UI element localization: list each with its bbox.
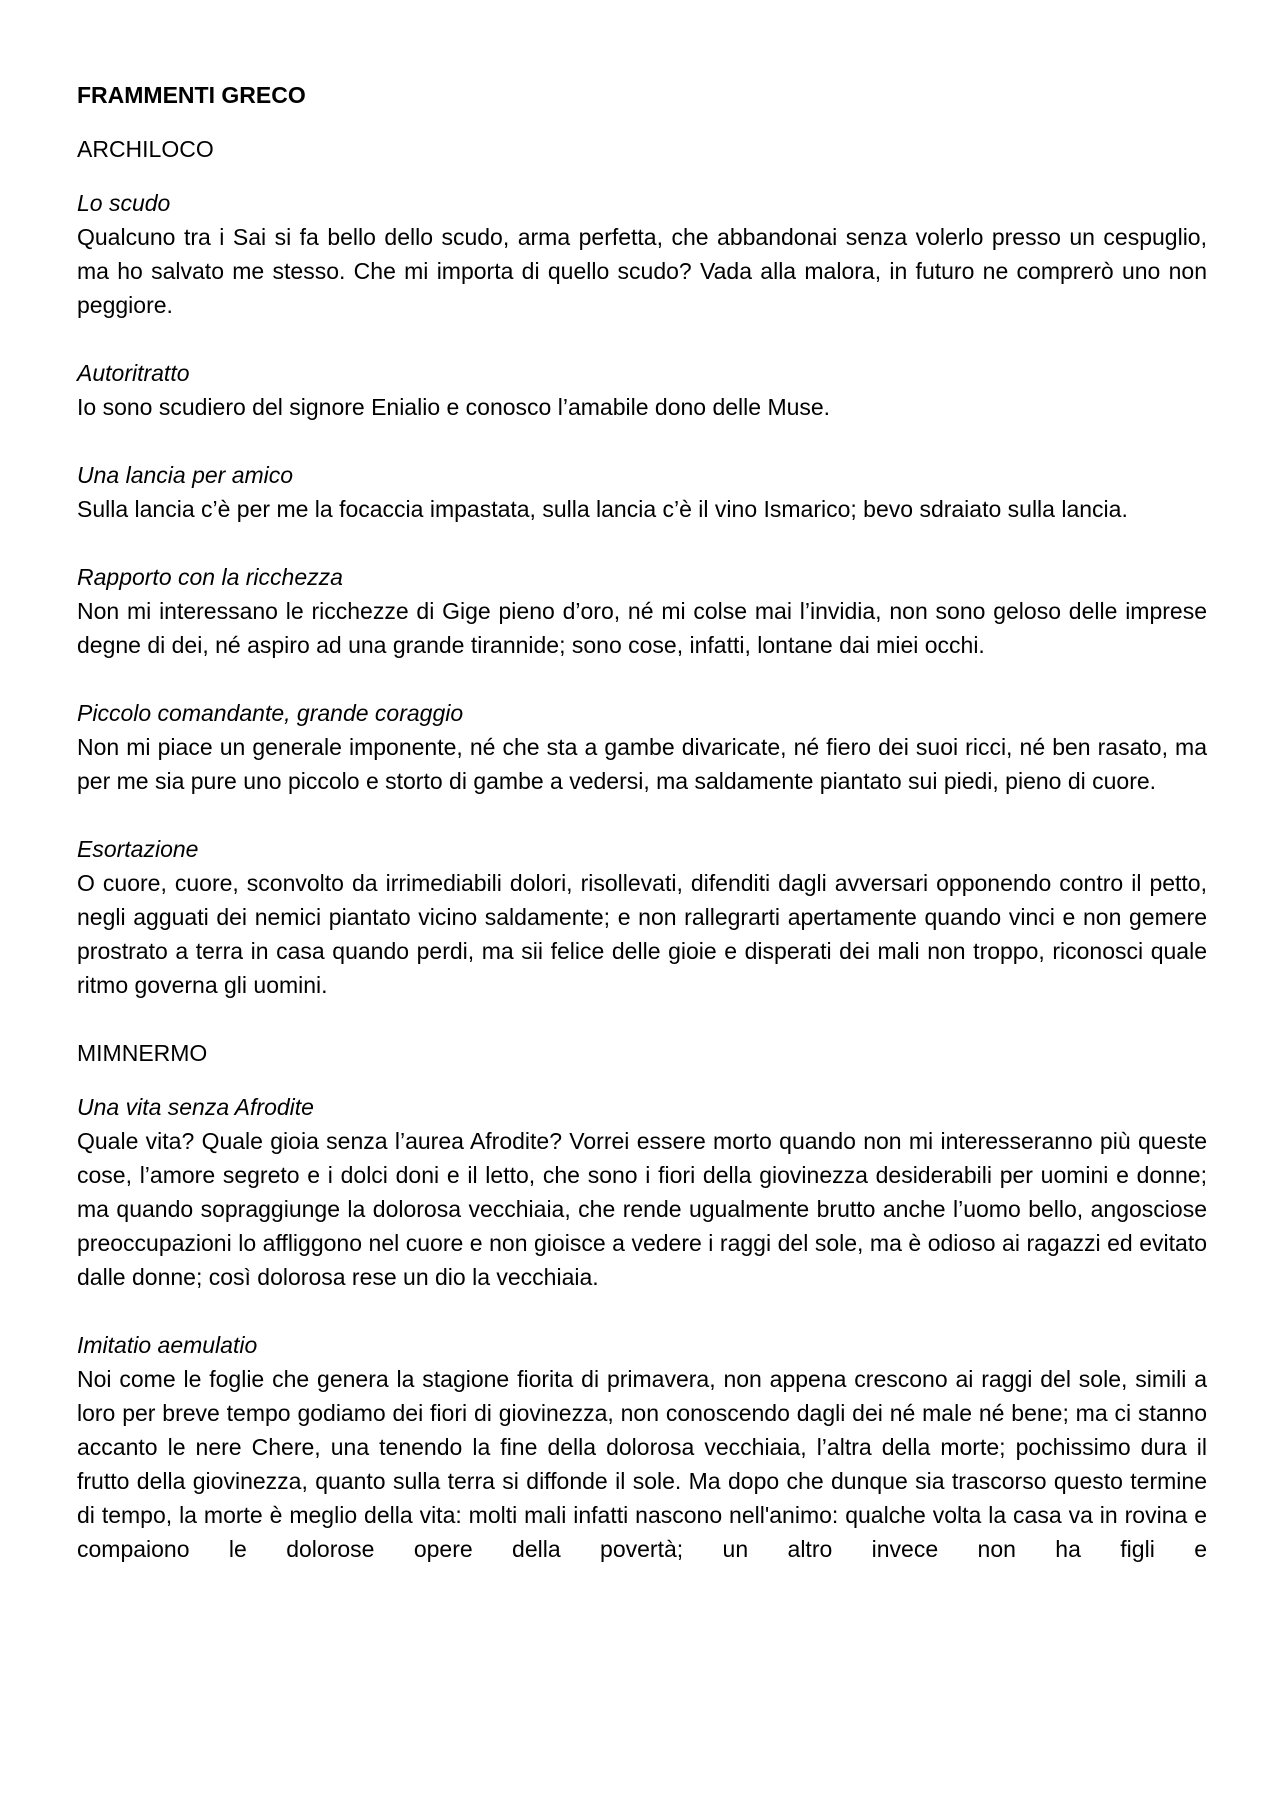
- fragment-lo-scudo: [77, 186, 1207, 322]
- fragment-title: Autoritratto: [77, 360, 190, 386]
- fragment-title: Rapporto con la ricchezza: [77, 564, 343, 590]
- fragment-una-lancia-per-amico: [77, 458, 1207, 526]
- fragment-title: Una lancia per amico: [77, 462, 294, 488]
- fragment-text: Non mi piace un generale imponente, né che sta a gambe divaricate, né fiero dei suoi ricci, né ben rasato, ma per me sia pure uno piccolo e storto di gambe a vedersi, ma saldamente piantato sui piedi, pieno di cuore.: [77, 734, 1207, 794]
- fragment-text: O cuore, cuore, sconvolto da irrimediabili dolori, risollevati, difenditi dagli avversari opponendo contro il petto, negli agguati dei nemici piantato vicino saldamente; e non rallegrarti apertamente quando vinci e non gemere prostrato a terra in casa quando perdi, ma sii felice delle gioie e disperati dei mali non troppo, riconosci quale ritmo governa gli uomini.: [77, 870, 1207, 998]
- fragment-title: Esortazione: [77, 836, 199, 862]
- fragment-imitatio-aemulatio: [77, 1328, 1207, 1566]
- fragment-autoritratto: [77, 356, 1207, 424]
- fragment-title: Lo scudo: [77, 190, 171, 216]
- fragment-title: Una vita senza Afrodite: [77, 1094, 314, 1120]
- fragment-title: Imitatio aemulatio: [77, 1332, 258, 1358]
- fragment-text: Quale vita? Quale gioia senza l’aurea Afrodite? Vorrei essere morto quando non mi interesseranno più queste cose, l’amore segreto e i dolci doni e il letto, che sono i fiori della giovinezza desiderabili per uomini e donne; ma quando sopraggiunge la dolorosa vecchiaia, che rende ugualmente brutto anche l’uomo bello, angosciose preoccupazioni lo affliggono nel cuore e non gioisce a vedere i raggi del sole, ma è odioso ai ragazzi ed evitato dalle donne; così dolorosa rese un dio la vecchiaia.: [77, 1128, 1207, 1290]
- fragment-text: Sulla lancia c’è per me la focaccia impastata, sulla lancia c’è il vino Ismarico; bevo sdraiato sulla lancia.: [77, 496, 1128, 522]
- author-heading-archiloco: ARCHILOCO: [77, 136, 214, 162]
- fragment-text: Io sono scudiero del signore Enialio e conosco l’amabile dono delle Muse.: [77, 394, 831, 420]
- fragment-text: Noi come le foglie che genera la stagione fiorita di primavera, non appena crescono ai raggi del sole, simili a loro per breve tempo godiamo dei fiori di giovinezza, non conoscendo dagli dei né male né bene; ma ci stanno accanto le nere Chere, una tenendo la fine della dolorosa vecchiaia, l’altra della morte; pochissimo dura il frutto della giovinezza, quanto sulla terra si diffonde il sole. Ma dopo che dunque sia trascorso questo termine di tempo, la morte è meglio della vita: molti mali infatti nascono nell'animo: qualche volta la casa va in rovina e compaiono le dolorose opere della povertà; un altro invece non ha figli e: [77, 1366, 1207, 1562]
- fragment-esortazione: [77, 832, 1207, 1002]
- fragment-title: Piccolo comandante, grande coraggio: [77, 700, 464, 726]
- fragment-una-vita-senza-afrodite: [77, 1090, 1207, 1294]
- document-title: FRAMMENTI GRECO: [77, 82, 306, 108]
- fragment-text: Non mi interessano le ricchezze di Gige pieno d’oro, né mi colse mai l’invidia, non sono geloso delle imprese degne di dei, né aspiro ad una grande tirannide; sono cose, infatti, lontane dai miei occhi.: [77, 598, 1207, 658]
- fragment-text: Qualcuno tra i Sai si fa bello dello scudo, arma perfetta, che abbandonai senza volerlo presso un cespuglio, ma ho salvato me stesso. Che mi importa di quello scudo? Vada alla malora, in futuro ne comprerò uno non peggiore.: [77, 224, 1207, 318]
- fragment-piccolo-comandante: [77, 696, 1207, 798]
- document-page: [77, 78, 1207, 1600]
- fragment-rapporto-con-la-ricchezza: [77, 560, 1207, 662]
- author-heading-mimnermo: MIMNERMO: [77, 1040, 208, 1066]
